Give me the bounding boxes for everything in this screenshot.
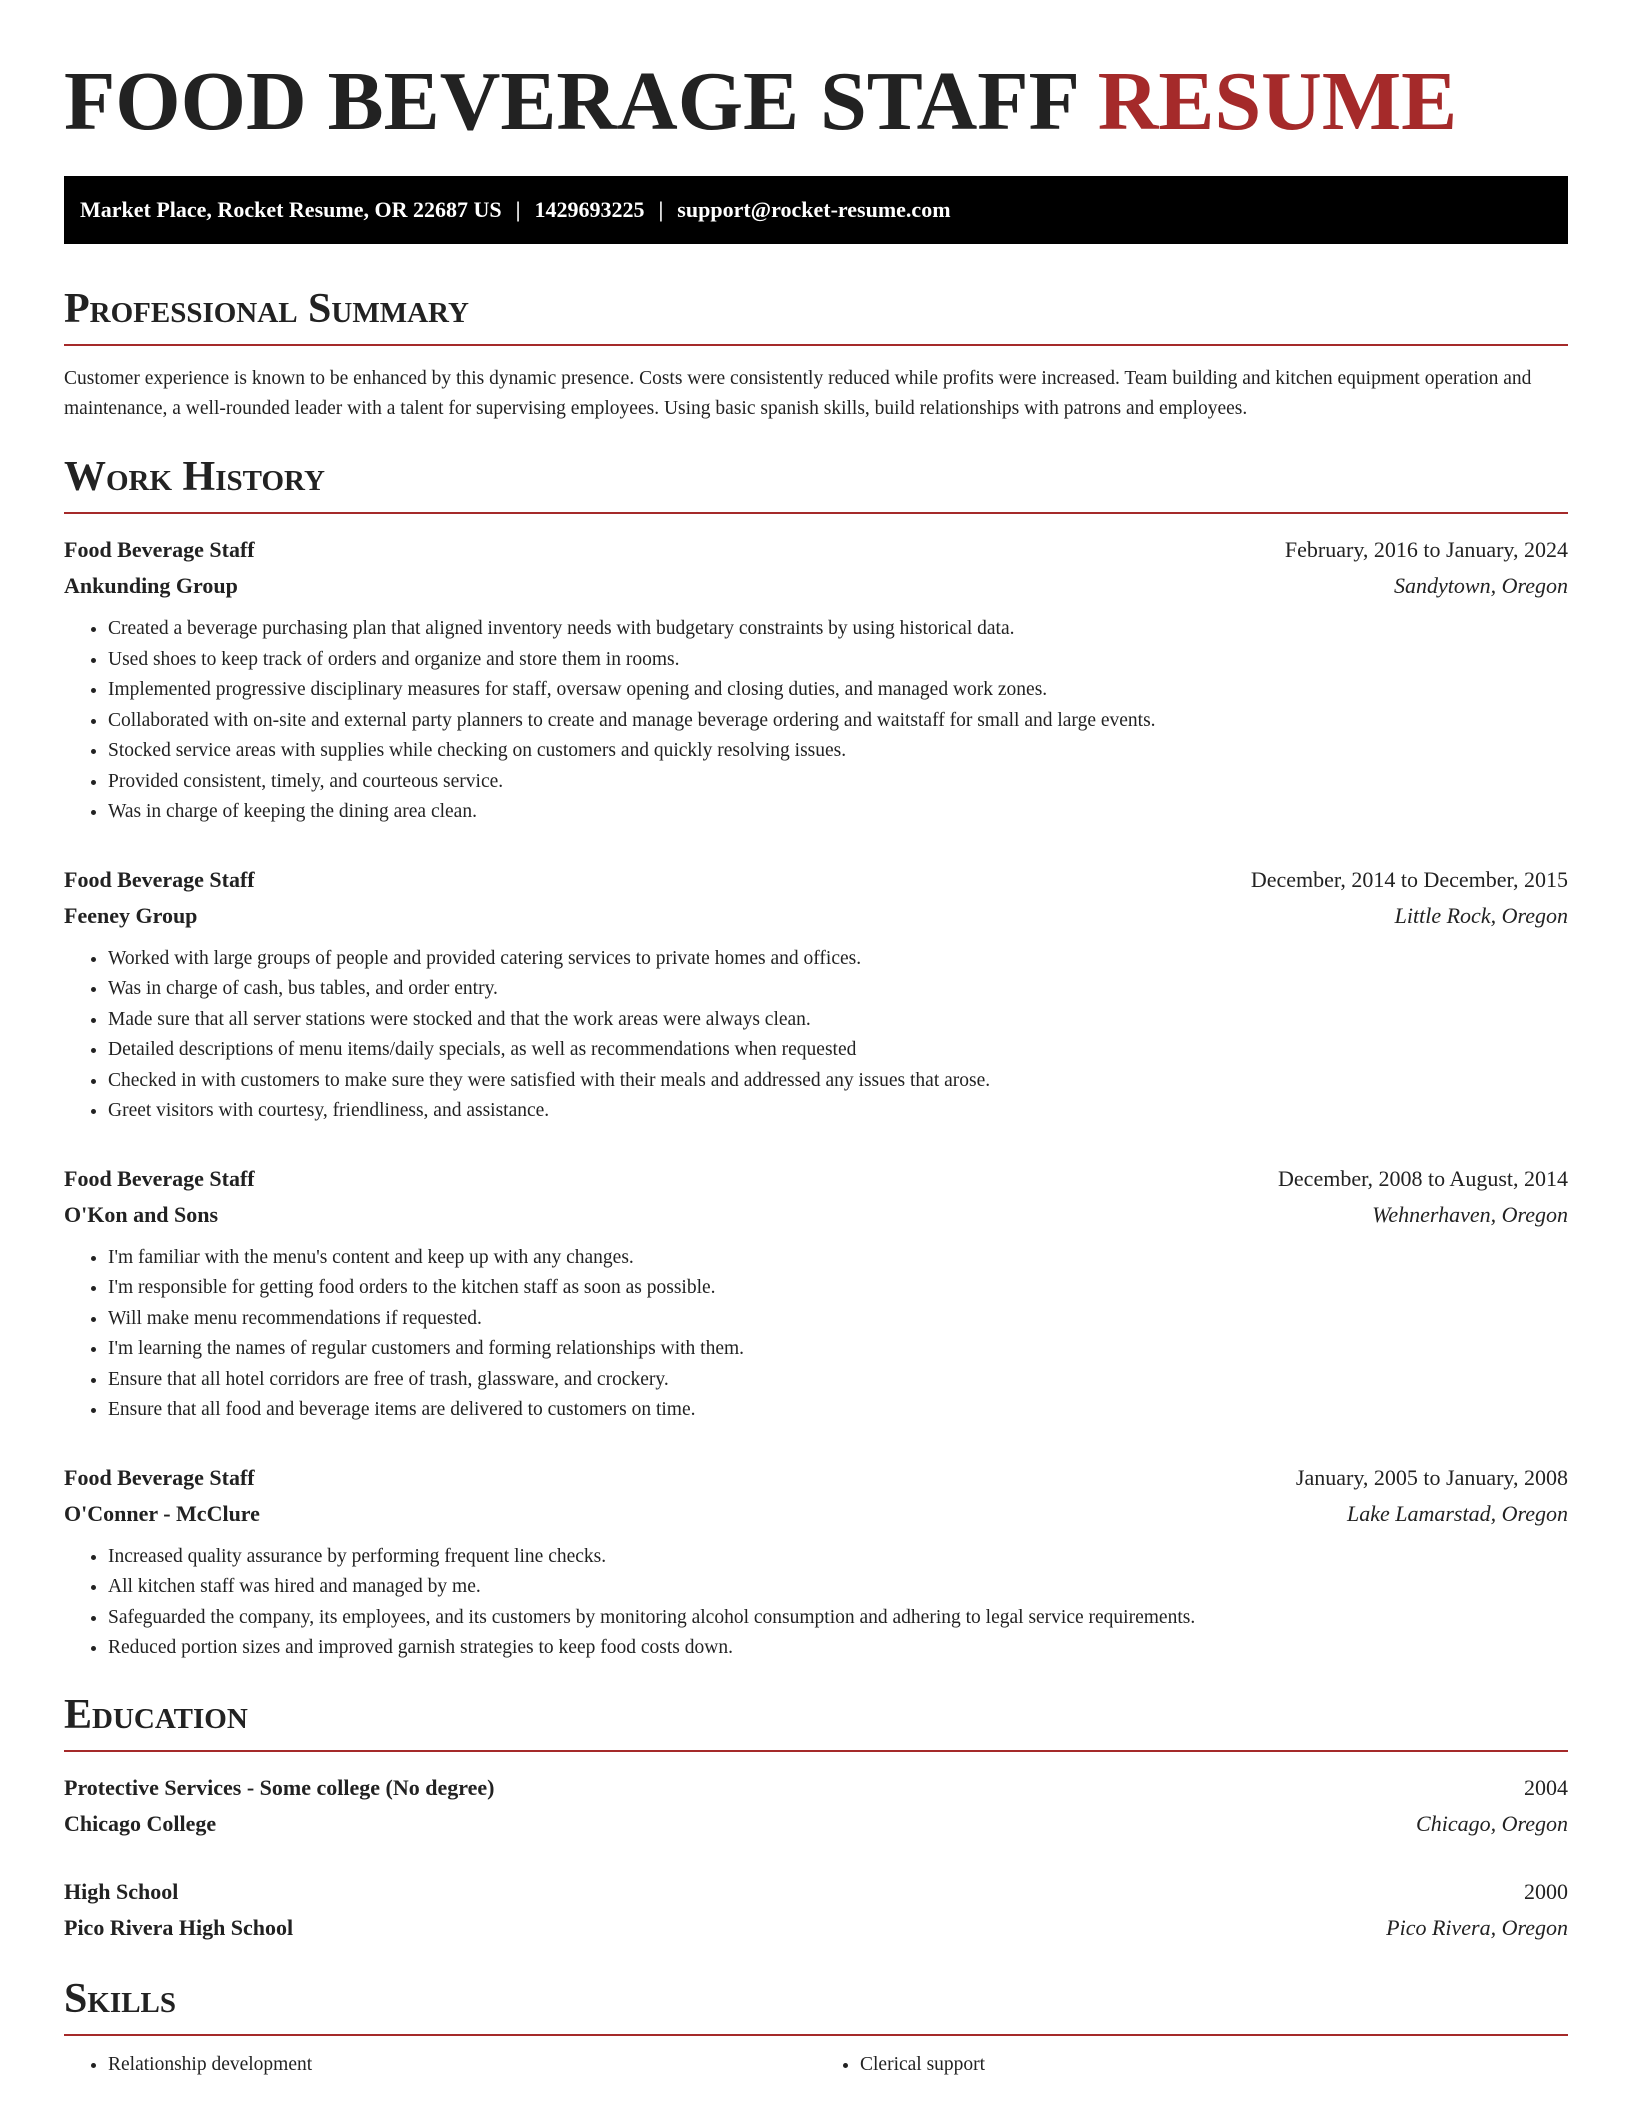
education-degree: High School <box>64 1878 179 1904</box>
skills-column-left <box>64 2050 816 2080</box>
job-bullet: • Reduced portion sizes and improved garnish strategies to keep food costs down. <box>108 1633 1568 1664</box>
education-school: Pico Rivera High School <box>64 1914 294 1940</box>
education-entry <box>64 1874 1568 1946</box>
job-company: Feeney Group <box>64 902 198 928</box>
job-header-row <box>64 532 1568 568</box>
education-location: Chicago, Oregon <box>1416 1810 1568 1836</box>
job-company-row <box>64 1496 1568 1532</box>
job-bullets <box>64 1243 1568 1426</box>
job-bullet: • Provided consistent, timely, and courteous service. <box>108 767 1568 798</box>
job-dates: December, 2014 to December, 2015 <box>1250 866 1568 892</box>
education-degree: Protective Services - Some college (No degree) <box>64 1774 495 1800</box>
skills-heading: Skills <box>64 1974 1568 2036</box>
job-bullet: • Ensure that all food and beverage items are delivered to customers on time. <box>108 1395 1568 1426</box>
job-company-row <box>64 1197 1568 1233</box>
job-location: Lake Lamarstad, Oregon <box>1346 1500 1568 1526</box>
education-year: 2004 <box>1524 1774 1568 1800</box>
job-entry <box>64 862 1568 1127</box>
contact-address: Market Place, Rocket Resume, OR 22687 US <box>80 197 502 222</box>
summary-text: Customer experience is known to be enhanced by this dynamic presence. Costs were consistently reduced while profits were increased. Team building and kitchen equipment operation and maintenance, a well-rounded leader with a talent for supervising employees. Using basic spanish skills, build relationships with patrons and employees. <box>64 368 1532 419</box>
job-bullet: • Was in charge of cash, bus tables, and order entry. <box>108 974 1568 1005</box>
job-title: Food Beverage Staff <box>64 537 255 562</box>
education-degree-row <box>64 1874 1568 1910</box>
education-year: 2000 <box>1524 1878 1568 1904</box>
contact-separator: | <box>658 197 664 222</box>
work-history-heading: Work History <box>64 452 1568 514</box>
contact-phone: 1429693225 <box>534 197 645 222</box>
job-bullets <box>64 614 1568 828</box>
job-bullet: • Used shoes to keep track of orders and organize and store them in rooms. <box>108 645 1568 676</box>
job-bullets <box>64 944 1568 1127</box>
job-bullet: • Checked in with customers to make sure they were satisfied with their meals and addressed any issues that arose. <box>108 1066 1568 1097</box>
job-company: Ankunding Group <box>64 573 238 598</box>
job-company-row <box>64 568 1568 604</box>
education-school-row <box>64 1806 1568 1842</box>
job-bullet: • Created a beverage purchasing plan that aligned inventory needs with budgetary constraints by using historical data. <box>108 614 1568 645</box>
education-school: Chicago College <box>64 1810 217 1836</box>
education-degree-row <box>64 1770 1568 1806</box>
job-location: Little Rock, Oregon <box>1394 902 1568 928</box>
job-bullet: • Ensure that all hotel corridors are free of trash, glassware, and crockery. <box>108 1365 1568 1396</box>
job-dates: December, 2008 to August, 2014 <box>1278 1165 1568 1191</box>
skill-item: • Clerical support <box>860 2050 1568 2080</box>
summary-heading: Professional Summary <box>64 284 1568 346</box>
job-bullet: • Worked with large groups of people and provided catering services to private homes and offices. <box>108 944 1568 975</box>
job-header-row <box>64 862 1568 898</box>
job-company: O'Kon and Sons <box>64 1201 219 1227</box>
job-bullet: • Collaborated with on-site and external party planners to create and manage beverage ordering and waitstaff for small and large events. <box>108 706 1568 737</box>
job-header-row <box>64 1460 1568 1496</box>
job-bullet: • I'm responsible for getting food orders to the kitchen staff as soon as possible. <box>108 1273 1568 1304</box>
job-bullet: • I'm familiar with the menu's content and keep up with any changes. <box>108 1243 1568 1274</box>
skills-grid <box>64 2050 1568 2080</box>
education-school-row <box>64 1910 1568 1946</box>
job-bullet: • Was in charge of keeping the dining area clean. <box>108 797 1568 828</box>
job-dates: February, 2016 to January, 2024 <box>1284 537 1568 562</box>
job-bullet: • Made sure that all server stations were stocked and that the work areas were always clean. <box>108 1005 1568 1036</box>
job-company-row <box>64 898 1568 934</box>
job-title: Food Beverage Staff <box>64 1464 255 1490</box>
job-title: Food Beverage Staff <box>64 1165 255 1191</box>
job-bullet: • Implemented progressive disciplinary measures for staff, oversaw opening and closing duties, and managed work zones. <box>108 675 1568 706</box>
skills-column-right <box>816 2050 1568 2080</box>
title-main: FOOD BEVERAGE STAFF <box>64 55 1077 148</box>
contact-separator: | <box>515 197 521 222</box>
job-bullet: • Greet visitors with courtesy, friendliness, and assistance. <box>108 1096 1568 1127</box>
job-location: Sandytown, Oregon <box>1394 573 1568 598</box>
job-dates: January, 2005 to January, 2008 <box>1295 1464 1568 1490</box>
job-bullet: • Safeguarded the company, its employees, and its customers by monitoring alcohol consumption and adhering to legal service requirements. <box>108 1603 1568 1634</box>
job-bullet: • Will make menu recommendations if requested. <box>108 1304 1568 1335</box>
job-entry <box>64 1460 1568 1664</box>
job-bullet: • Detailed descriptions of menu items/daily specials, as well as recommendations when requested <box>108 1035 1568 1066</box>
education-location: Pico Rivera, Oregon <box>1386 1914 1568 1940</box>
contact-bar <box>64 176 1568 244</box>
job-title: Food Beverage Staff <box>64 866 255 892</box>
resume-title <box>64 0 1568 148</box>
job-location: Wehnerhaven, Oregon <box>1372 1201 1568 1227</box>
contact-email: support@rocket-resume.com <box>677 197 951 222</box>
title-accent: RESUME <box>1097 55 1458 148</box>
job-entry <box>64 1161 1568 1426</box>
job-bullet: • All kitchen staff was hired and managed by me. <box>108 1572 1568 1603</box>
job-header-row <box>64 1161 1568 1197</box>
job-entry <box>64 532 1568 828</box>
education-entry <box>64 1770 1568 1842</box>
skill-item: • Relationship development <box>108 2050 816 2080</box>
job-bullet: • Stocked service areas with supplies while checking on customers and quickly resolving issues. <box>108 736 1568 767</box>
job-bullet: • Increased quality assurance by performing frequent line checks. <box>108 1542 1568 1573</box>
education-heading: Education <box>64 1690 1568 1752</box>
job-company: O'Conner - McClure <box>64 1500 260 1526</box>
job-bullets <box>64 1542 1568 1664</box>
job-bullet: • I'm learning the names of regular customers and forming relationships with them. <box>108 1334 1568 1365</box>
